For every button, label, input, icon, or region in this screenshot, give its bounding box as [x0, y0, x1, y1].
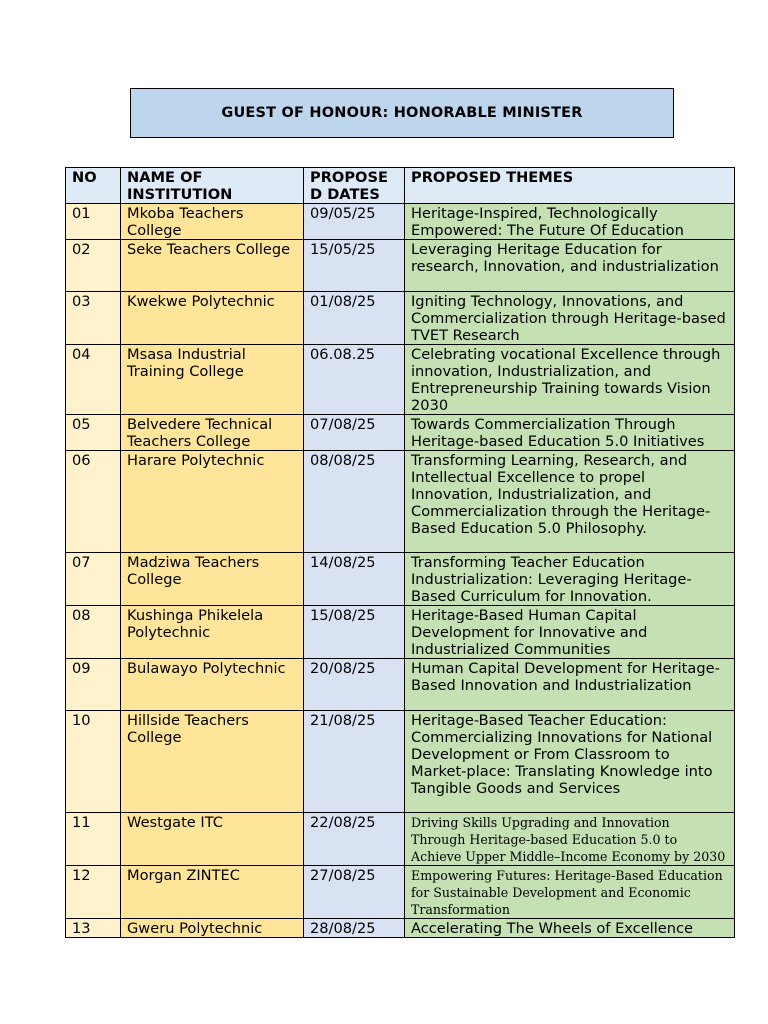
- table-row: [66, 553, 735, 606]
- header-no: NO: [66, 168, 121, 204]
- header-institution: NAME OF INSTITUTION: [121, 168, 304, 204]
- row-theme: Igniting Technology, Innovations, and Commercialization through Heritage-based TVET Research: [405, 292, 735, 345]
- table-header-row: [66, 168, 735, 204]
- row-no: 01: [66, 204, 121, 240]
- row-date: 09/05/25: [304, 204, 405, 240]
- row-institution: Hillside Teachers College: [121, 711, 304, 813]
- row-date: 21/08/25: [304, 711, 405, 813]
- row-no: 06: [66, 451, 121, 553]
- row-no: 04: [66, 345, 121, 415]
- row-date: 20/08/25: [304, 659, 405, 711]
- row-institution: Westgate ITC: [121, 813, 304, 866]
- row-institution: Morgan ZINTEC: [121, 866, 304, 919]
- table-row: [66, 415, 735, 451]
- row-theme: Transforming Learning, Research, and Intellectual Excellence to propel Innovation, Industrialization, and Commercialization through the Heritage-Based Education 5.0 Philosophy.: [405, 451, 735, 553]
- row-theme: Accelerating The Wheels of Excellence: [405, 919, 735, 938]
- page-title: GUEST OF HONOUR: HONORABLE MINISTER: [130, 88, 674, 138]
- row-date: 15/05/25: [304, 240, 405, 292]
- table-row: [66, 813, 735, 866]
- row-institution: Madziwa Teachers College: [121, 553, 304, 606]
- row-theme: Heritage-Inspired, Technologically Empowered: The Future Of Education: [405, 204, 735, 240]
- table-row: [66, 659, 735, 711]
- table-row: [66, 345, 735, 415]
- table-row: [66, 711, 735, 813]
- table-row: [66, 919, 735, 938]
- row-no: 03: [66, 292, 121, 345]
- table-row: [66, 866, 735, 919]
- table-row: [66, 204, 735, 240]
- row-institution: Harare Polytechnic: [121, 451, 304, 553]
- row-date: 01/08/25: [304, 292, 405, 345]
- row-date: 15/08/25: [304, 606, 405, 659]
- row-theme: Driving Skills Upgrading and Innovation Through Heritage-based Education 5.0 to Achieve Upper Middle–Income Economy by 2030: [405, 813, 735, 866]
- row-theme: Leveraging Heritage Education for research, Innovation, and industrialization: [405, 240, 735, 292]
- row-date: 28/08/25: [304, 919, 405, 938]
- row-theme: Heritage-Based Teacher Education: Commercializing Innovations for National Development or From Classroom to Market-place: Translating Knowledge into Tangible Goods and Services: [405, 711, 735, 813]
- schedule-table: [65, 167, 735, 938]
- header-dates: PROPOSE D DATES: [304, 168, 405, 204]
- row-no: 10: [66, 711, 121, 813]
- header-themes: PROPOSED THEMES: [405, 168, 735, 204]
- row-institution: Bulawayo Polytechnic: [121, 659, 304, 711]
- row-date: 14/08/25: [304, 553, 405, 606]
- row-institution: Belvedere Technical Teachers College: [121, 415, 304, 451]
- row-date: 06.08.25: [304, 345, 405, 415]
- row-institution: Mkoba Teachers College: [121, 204, 304, 240]
- table-row: [66, 240, 735, 292]
- row-no: 09: [66, 659, 121, 711]
- row-date: 07/08/25: [304, 415, 405, 451]
- row-theme: Celebrating vocational Excellence through innovation, Industrialization, and Entrepreneurship Training towards Vision 2030: [405, 345, 735, 415]
- row-theme: Transforming Teacher Education Industrialization: Leveraging Heritage-Based Curriculum for Innovation.: [405, 553, 735, 606]
- row-no: 08: [66, 606, 121, 659]
- row-no: 11: [66, 813, 121, 866]
- row-no: 02: [66, 240, 121, 292]
- row-no: 13: [66, 919, 121, 938]
- row-no: 05: [66, 415, 121, 451]
- row-institution: Msasa Industrial Training College: [121, 345, 304, 415]
- row-institution: Gweru Polytechnic: [121, 919, 304, 938]
- row-no: 12: [66, 866, 121, 919]
- row-institution: Kwekwe Polytechnic: [121, 292, 304, 345]
- row-date: 22/08/25: [304, 813, 405, 866]
- row-theme: Human Capital Development for Heritage-Based Innovation and Industrialization: [405, 659, 735, 711]
- table-row: [66, 451, 735, 553]
- table-row: [66, 606, 735, 659]
- row-no: 07: [66, 553, 121, 606]
- row-date: 27/08/25: [304, 866, 405, 919]
- row-theme: Empowering Futures: Heritage-Based Education for Sustainable Development and Economic Transformation: [405, 866, 735, 919]
- row-theme: Heritage-Based Human Capital Development for Innovative and Industrialized Communities: [405, 606, 735, 659]
- row-date: 08/08/25: [304, 451, 405, 553]
- row-theme: Towards Commercialization Through Heritage-based Education 5.0 Initiatives: [405, 415, 735, 451]
- row-institution: Kushinga Phikelela Polytechnic: [121, 606, 304, 659]
- row-institution: Seke Teachers College: [121, 240, 304, 292]
- table-row: [66, 292, 735, 345]
